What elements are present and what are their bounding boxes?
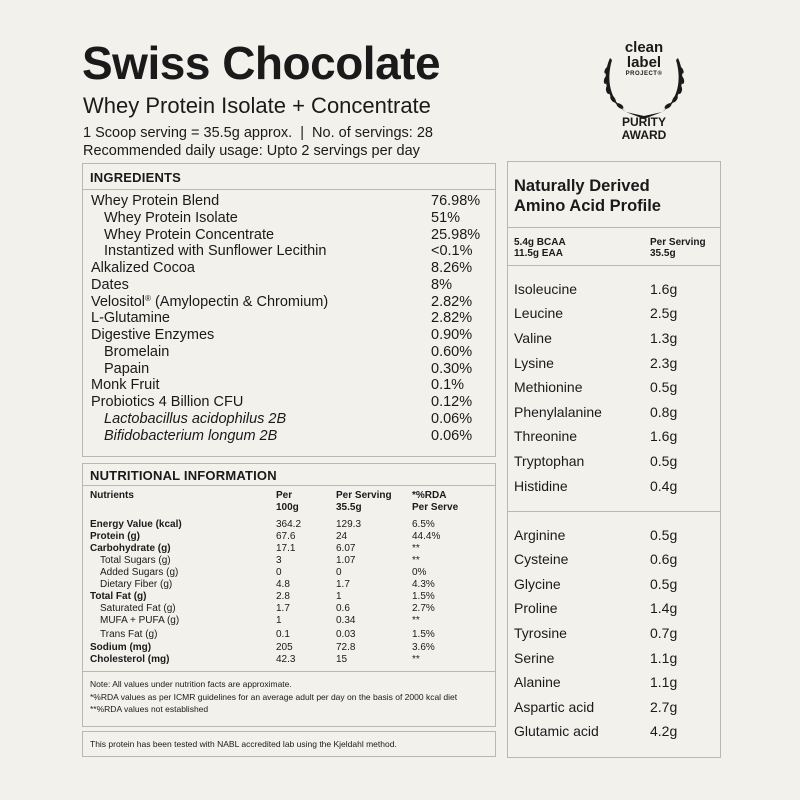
amino-acid-panel — [507, 161, 721, 758]
product-subtitle: Whey Protein Isolate + Concentrate — [83, 93, 431, 118]
amino-row: Glutamic acid 4.2g — [514, 723, 678, 739]
amino-header-right: Per Serving 35.5g — [650, 237, 706, 259]
amino-row: Valine 1.3g — [514, 330, 678, 346]
test-note-panel — [82, 731, 496, 757]
nutrition-row: Energy Value (kcal) 364.2 129.3 6.5% — [90, 519, 435, 530]
clean-label-badge — [596, 36, 692, 144]
amino-divider — [508, 265, 720, 266]
col-rda: *%RDA Per Serve — [412, 490, 459, 513]
amino-row: Leucine 2.5g — [514, 305, 678, 321]
nutrition-divider — [83, 671, 495, 672]
amino-divider — [508, 511, 720, 512]
ingredient-row: Papain 0.30% — [104, 361, 473, 377]
amino-row: Cysteine 0.6g — [514, 551, 678, 567]
badge-line-1: clean — [624, 39, 664, 56]
badge-line-5: AWARD — [621, 128, 667, 142]
badge-line-2: label — [626, 54, 662, 71]
amino-row: Serine 1.1g — [514, 650, 678, 666]
ingredient-row: Bromelain 0.60% — [104, 344, 473, 360]
nutrition-heading: NUTRITIONAL INFORMATION — [83, 464, 495, 486]
nutrition-row: Total Sugars (g) 3 1.07 ** — [100, 555, 420, 566]
usage-line: Recommended daily usage: Upto 2 servings per day — [83, 143, 420, 159]
col-per100: Per 100g — [276, 490, 299, 513]
amino-row: Histidine 0.4g — [514, 478, 678, 494]
amino-row: Alanine 1.1g — [514, 674, 678, 690]
nutrition-panel — [82, 463, 496, 727]
col-per-serving: Per Serving 35.5g — [336, 490, 392, 513]
nutrition-column-headers — [83, 488, 495, 518]
amino-header-left: 5.4g BCAA 11.5g EAA — [514, 237, 566, 259]
ingredient-row: Monk Fruit 0.1% — [91, 377, 465, 393]
serving-line: 1 Scoop serving = 35.5g approx. | No. of servings: 28 — [83, 125, 433, 141]
amino-row: Glycine 0.5g — [514, 576, 678, 592]
amino-row: Phenylalanine 0.8g — [514, 404, 678, 420]
nutrition-row: Sodium (mg) 205 72.8 3.6% — [90, 642, 435, 653]
ingredient-row: Whey Protein Blend 76.98% — [91, 193, 481, 209]
ingredient-row: Digestive Enzymes 0.90% — [91, 327, 473, 343]
amino-row: Lysine 2.3g — [514, 355, 678, 371]
nutrition-row: Dietary Fiber (g) 4.8 1.7 4.3% — [100, 579, 435, 590]
ingredients-heading: INGREDIENTS — [83, 164, 495, 190]
amino-row: Isoleucine 1.6g — [514, 281, 678, 297]
nutrition-note: *%RDA values as per ICMR guidelines for an average adult per day on the basis of 2000 kcal diet — [90, 692, 458, 702]
nutrition-row: Cholesterol (mg) 42.3 15 ** — [90, 654, 420, 665]
ingredient-row: Probiotics 4 Billion CFU 0.12% — [91, 394, 473, 410]
product-title: Swiss Chocolate — [82, 37, 441, 89]
badge-line-3: PROJECT® — [625, 71, 663, 77]
badge-line-4: PURITY — [621, 115, 666, 129]
amino-title: Naturally Derived Amino Acid Profile — [514, 177, 661, 215]
nutrition-row: Total Fat (g) 2.8 1 1.5% — [90, 591, 435, 602]
ingredient-row: Dates 8% — [91, 277, 452, 293]
ingredient-row: Instantized with Sunflower Lecithin <0.1% — [104, 243, 473, 259]
ingredients-panel — [82, 163, 496, 457]
ingredient-row: Alkalized Cocoa 8.26% — [91, 260, 473, 276]
nutrition-row: Protein (g) 67.6 24 44.4% — [90, 531, 441, 542]
ingredient-row: Velositol® (Amylopectin & Chromium) 2.82% — [91, 294, 473, 310]
serving-info — [83, 124, 433, 160]
nutrition-note: Note: All values under nutrition facts are approximate. — [90, 679, 292, 689]
amino-row: Methionine 0.5g — [514, 379, 678, 395]
nutrition-row: Saturated Fat (g) 1.7 0.6 2.7% — [100, 603, 435, 614]
test-note: This protein has been tested with NABL accredited lab using the Kjeldahl method. — [90, 739, 397, 749]
nutrition-row: MUFA + PUFA (g) 1 0.34 ** — [100, 615, 420, 626]
amino-row: Proline 1.4g — [514, 600, 678, 616]
ingredient-row: Bifidobacterium longum 2B 0.06% — [104, 428, 473, 444]
nutrition-note: **%RDA values not established — [90, 704, 209, 714]
ingredient-row: Whey Protein Concentrate 25.98% — [104, 227, 481, 243]
nutrition-row: Trans Fat (g) 0.1 0.03 1.5% — [100, 629, 435, 640]
amino-row: Arginine 0.5g — [514, 527, 678, 543]
nutrition-row: Added Sugars (g) 0 0 0% — [100, 567, 427, 578]
amino-row: Tryptophan 0.5g — [514, 453, 678, 469]
ingredient-row: L-Glutamine 2.82% — [91, 310, 473, 326]
ingredient-row: Lactobacillus acidophilus 2B 0.06% — [104, 411, 473, 427]
amino-row: Threonine 1.6g — [514, 428, 678, 444]
amino-row: Tyrosine 0.7g — [514, 625, 678, 641]
ingredient-row: Whey Protein Isolate 51% — [104, 210, 461, 226]
col-nutrients: Nutrients — [90, 490, 134, 501]
amino-divider — [508, 227, 720, 228]
amino-row: Aspartic acid 2.7g — [514, 699, 678, 715]
nutrition-row: Carbohydrate (g) 17.1 6.07 ** — [90, 543, 420, 554]
